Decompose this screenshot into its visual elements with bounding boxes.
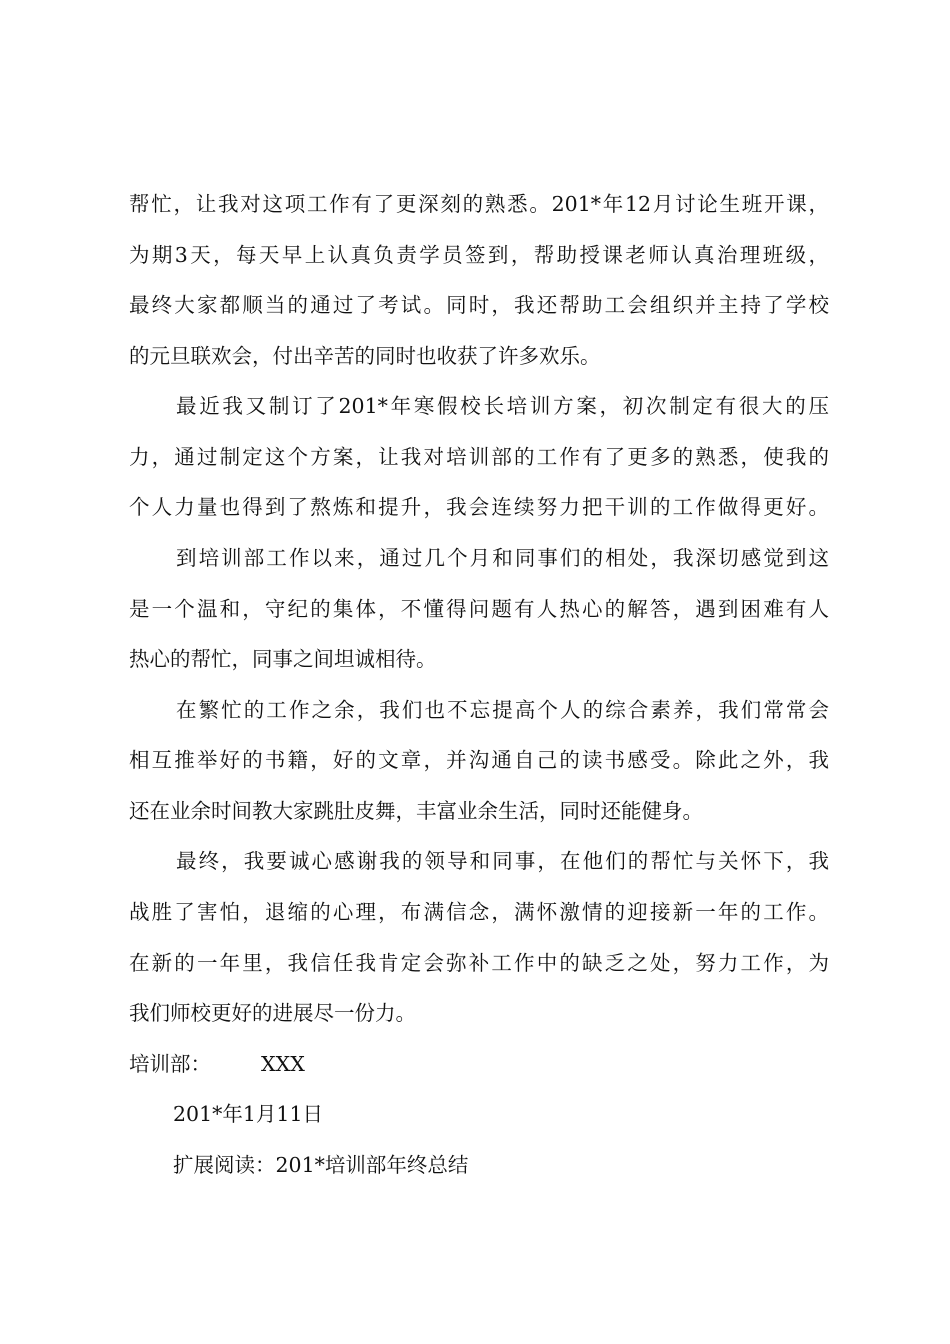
signature-date: 201*年1月11日 [173, 1102, 324, 1126]
extended-reading-link[interactable]: 扩展阅读：201*培训部年终总结 [173, 1153, 469, 1177]
paragraph-5-line-1: 最终，我要诚心感谢我的领导和同事，在他们的帮忙与关怀下，我 [176, 849, 829, 873]
paragraph-2-line-3: 个人力量也得到了熬炼和提升，我会连续努力把干训的工作做得更好。 [129, 495, 829, 519]
paragraph-1-line-4: 的元旦联欢会，付出辛苦的同时也收获了许多欢乐。 [129, 344, 601, 368]
paragraph-5-line-4: 我们师校更好的进展尽一份力。 [129, 1001, 416, 1025]
paragraph-5-line-3: 在新的一年里，我信任我肯定会弥补工作中的缺乏之处，努力工作，为 [129, 951, 829, 975]
signature-name: XXX [261, 1052, 305, 1076]
paragraph-2-line-2: 力，通过制定这个方案，让我对培训部的工作有了更多的熟悉，使我的 [129, 445, 829, 469]
paragraph-1-line-3: 最终大家都顺当的通过了考试。同时，我还帮助工会组织并主持了学校 [129, 293, 829, 317]
paragraph-2-line-1: 最近我又制订了201*年寒假校长培训方案，初次制定有很大的压 [176, 394, 829, 418]
paragraph-4-line-3: 还在业余时间教大家跳肚皮舞，丰富业余生活，同时还能健身。 [129, 799, 703, 823]
paragraph-1-line-1: 帮忙，让我对这项工作有了更深刻的熟悉。201*年12月讨论生班开课， [129, 192, 829, 216]
paragraph-3-line-3: 热心的帮忙，同事之间坦诚相待。 [129, 647, 437, 671]
signature-department-label: 培训部： [129, 1052, 211, 1076]
paragraph-4-line-2: 相互推举好的书籍，好的文章，并沟通自己的读书感受。除此之外，我 [129, 748, 829, 772]
paragraph-3-line-2: 是一个温和，守纪的集体，不懂得问题有人热心的解答，遇到困难有人 [129, 597, 829, 621]
paragraph-5-line-2: 战胜了害怕，退缩的心理，布满信念，满怀激情的迎接新一年的工作。 [129, 900, 829, 924]
paragraph-1-line-2: 为期3天，每天早上认真负责学员签到，帮助授课老师认真治理班级， [129, 243, 829, 267]
paragraph-3-line-1: 到培训部工作以来，通过几个月和同事们的相处，我深切感觉到这 [176, 546, 829, 570]
paragraph-4-line-1: 在繁忙的工作之余，我们也不忘提高个人的综合素养，我们常常会 [176, 698, 829, 722]
